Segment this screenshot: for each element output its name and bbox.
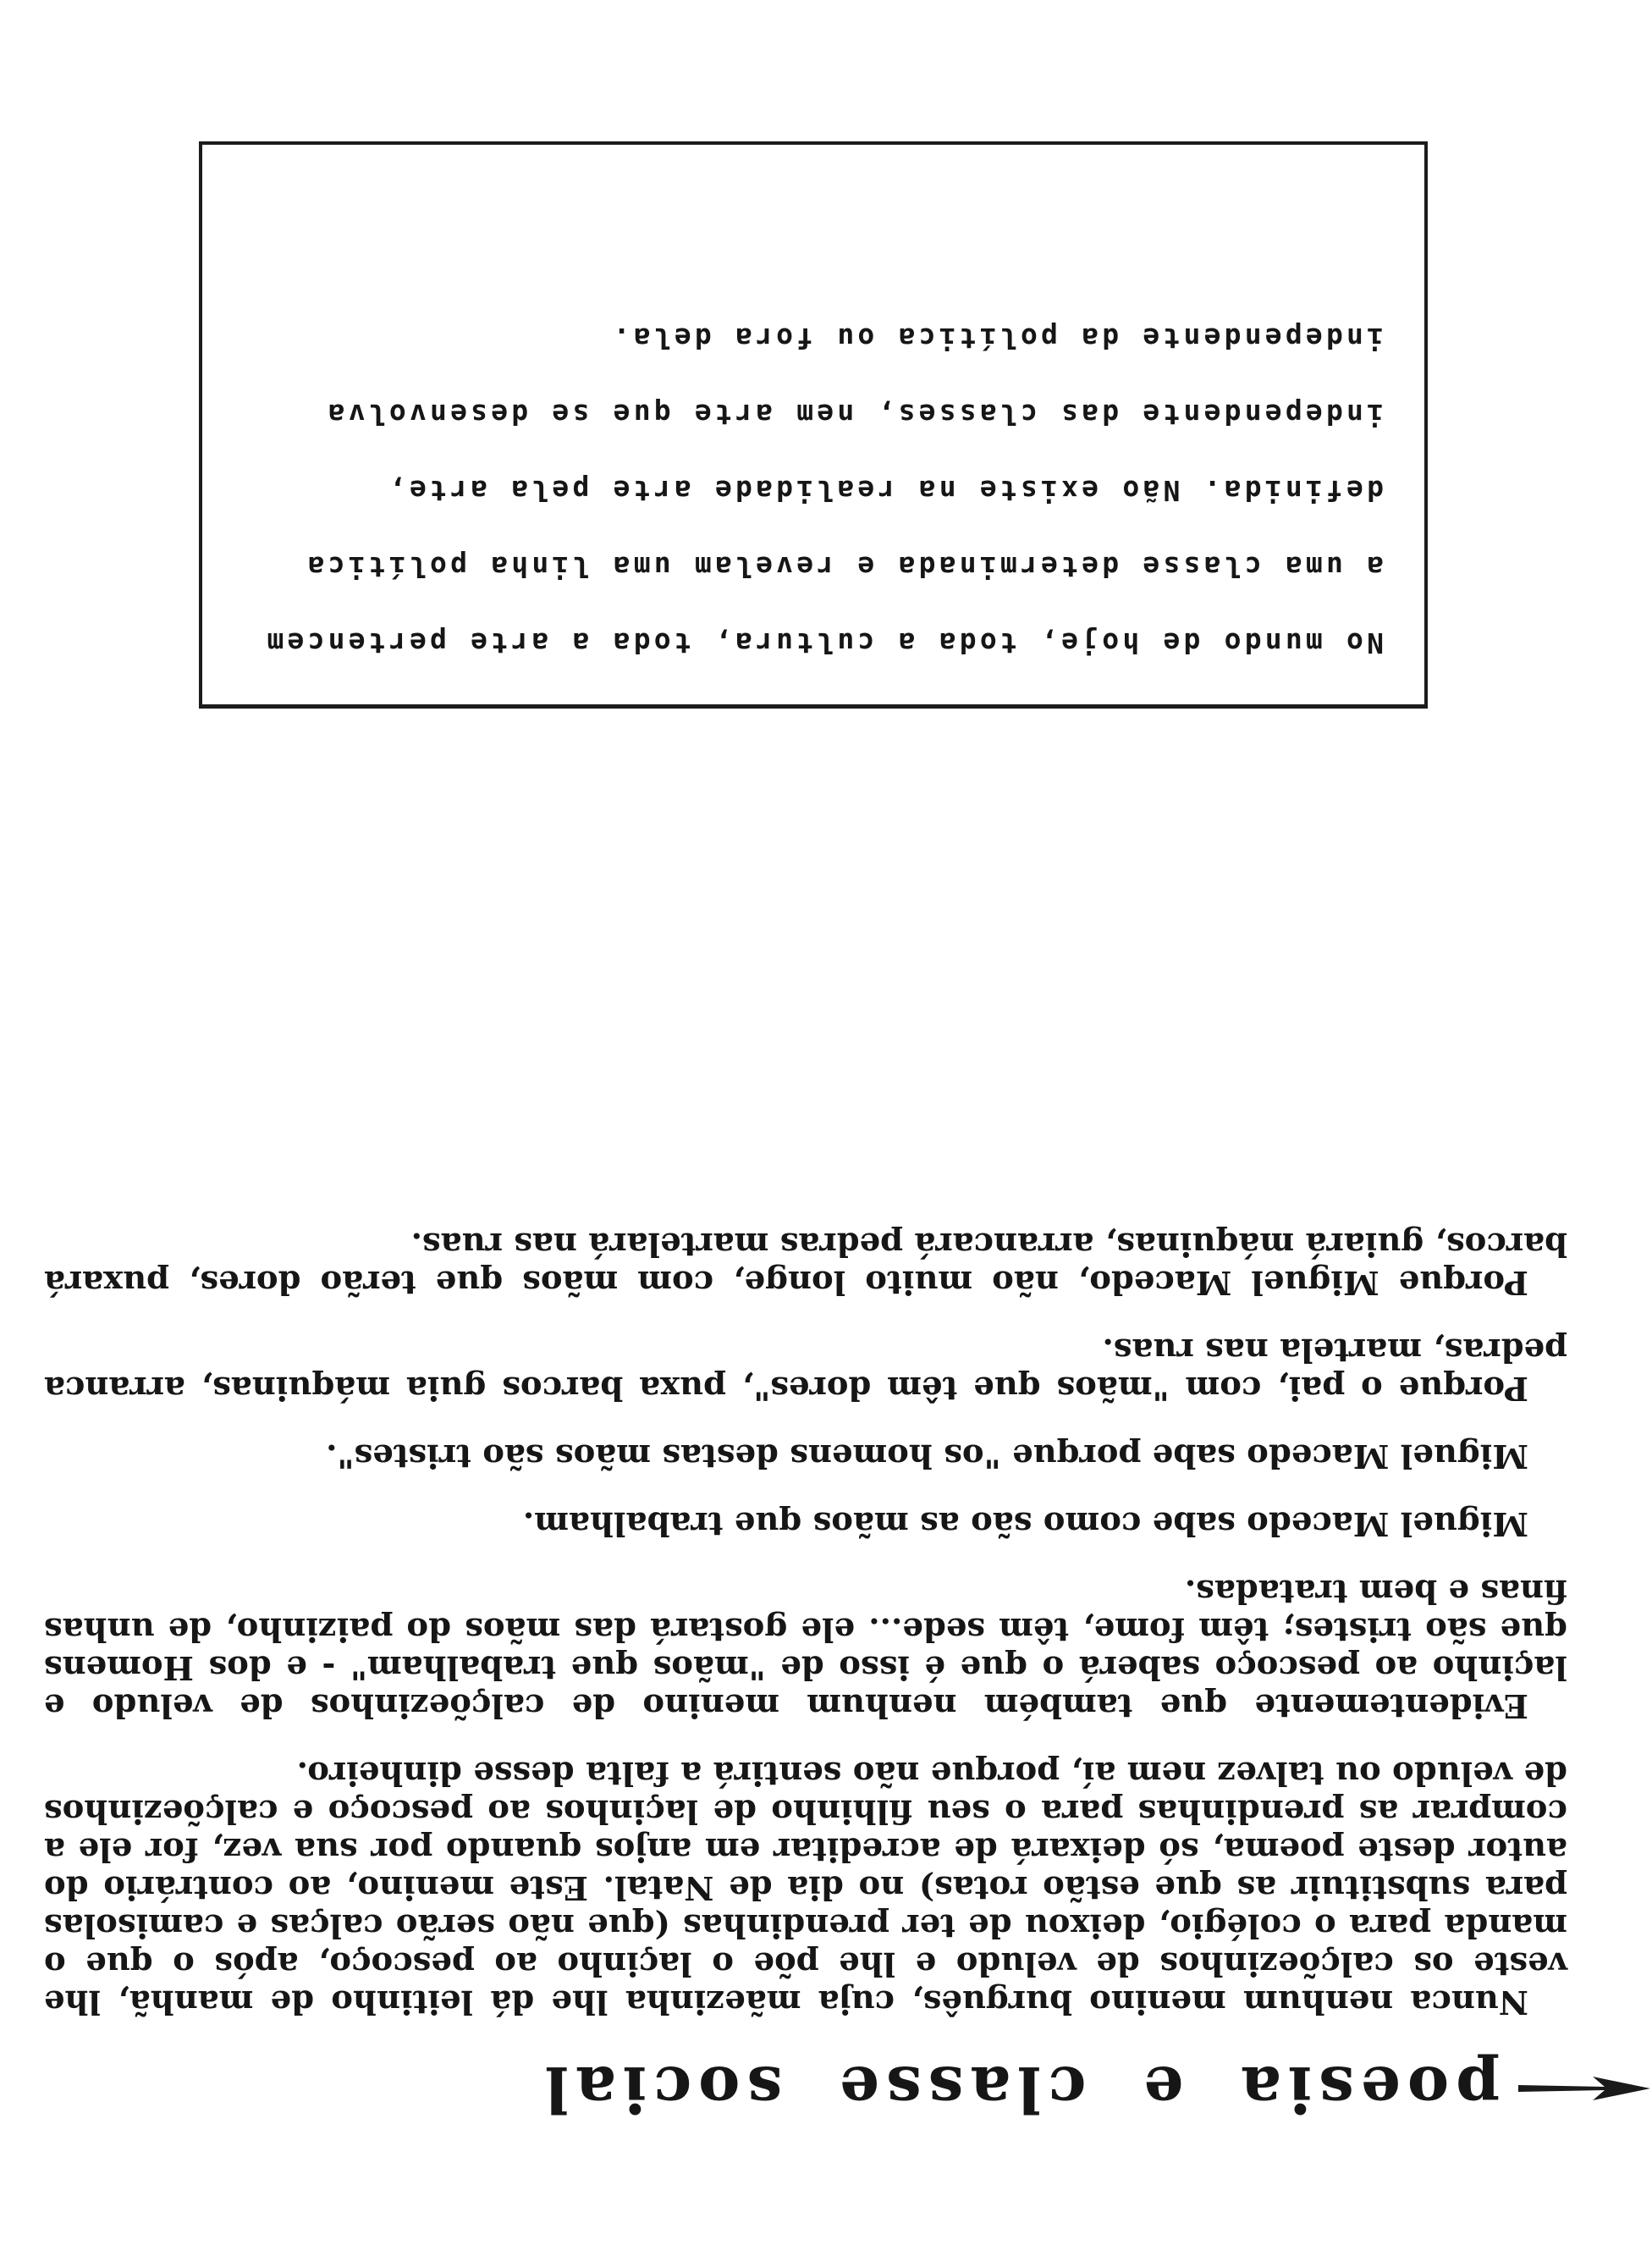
title-row [0, 2038, 1652, 2131]
page-title: poesia e classe social [537, 2052, 1500, 2125]
arrow-icon [1517, 2055, 1652, 2122]
paragraph: Porque o pai, com "mãos que têm dores", puxa barcos guia máquinas, arranca pedras, martela nas ruas. [44, 1331, 1567, 1407]
paragraph: Nunca nenhum menino burguês, cuja mãezinha lhe dá leitinho de manhã, lhe veste os calçõezinhos de veludo e lhe põe o laçinho ao pescoço, após o que o manda para o colégio, deixou de ter prendinhas (que não serão calças e camisolas para substituir as que estão rotas) no dia de Natal. Este menino, ao contrário do autor deste poema, só deixará de acreditar em anjos quando por sua vez, for ele a comprar as prendinhas para o seu filhinho de laçinhos ao pescoço e calçõezinhos de veludo ou talvez nem aí, porque não sentirá a falta desse dinheiro. [44, 1754, 1567, 2021]
paragraph: Evidentemente que também nenhum menino de calçõezinhos de veludo e laçinho ao pescoço saberá o que é isso de "mãos que trabalham" - e dos Homens que são tristes; têm fome, têm sede... ele gostará das mãos do paizinho, de unhas finas e bem tratadas. [44, 1572, 1567, 1724]
quote-text: No mundo de hoje, toda a cultura, toda a arte pertencem a uma classe determinada e revelam uma linha política definida. Não existe na realidade arte pela arte, independente das classes, nem arte que se desenvolva independente da política ou fora dela. [263, 322, 1384, 659]
paragraph: Porque Miguel Macedo, não muito longe, com mãos que terão dores, puxará barcos, guiará máquinas, arrancará pedras martelará nas ruas. [44, 1225, 1567, 1301]
paragraph: Miguel Macedo sabe como são as mãos que trabalham. [522, 1504, 1528, 1542]
paragraph: Miguel Macedo sabe porque "os homens destas mãos são tristes". [326, 1437, 1528, 1475]
quote-box [199, 141, 1428, 709]
article-body [44, 1195, 1567, 2021]
